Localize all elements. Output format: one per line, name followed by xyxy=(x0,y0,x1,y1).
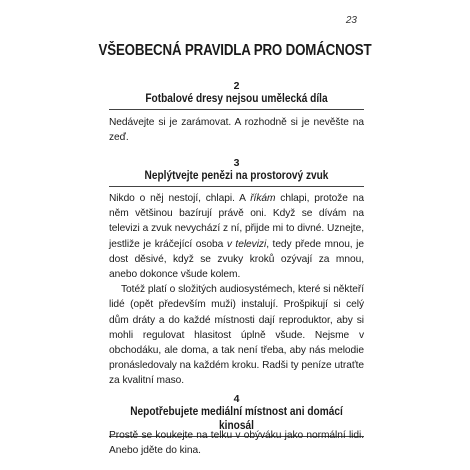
section-heading: Fotbalové dresy nejsou umělecká díla xyxy=(145,93,328,105)
paragraph xyxy=(109,191,364,282)
paragraph-text: chlapi, protože na něm většinou bazírují právě oni. Když se dívám na televizi a zvuk nevychází z ní, přijde mi to divné. Uznejte, jestliže je kráčející osoba xyxy=(109,193,364,250)
page-title: VŠEOBECNÁ PRAVIDLA PRO DOMÁCNOST xyxy=(98,42,372,59)
paragraph: Nedávejte si je zarámovat. A rozhodně si je nevěšte na zeď. xyxy=(109,117,364,144)
paragraph: Totéž platí o složitých audiosystémech, které si někteří lidé (opět především muži) instalují. Prošpikují si celý dům dráty a do každé místnosti dají reproduktor, aby si mohli regulovat hlasitost úplně všude. Nejsme v obchodáku, ale doma, a tak není třeba, aby nás melodie pronásledovaly na každém kroku. Radši ty peníze utraťte za kvalitní maso. xyxy=(109,284,364,387)
section-number: 2 xyxy=(233,80,240,92)
paragraph-text: Nikdo o něj nestojí, chlapi. A xyxy=(109,193,251,204)
paragraph: Prostě se koukejte na telku v obýváku jako normální lidi. Anebo jděte do kina. xyxy=(109,430,364,457)
section-number: 3 xyxy=(233,157,240,169)
emphasis-text: v televizi xyxy=(226,238,267,250)
section-divider xyxy=(109,109,364,110)
section-divider xyxy=(109,186,364,187)
emphasis-text: říkám xyxy=(250,193,276,204)
paragraph-text: , tedy přede mnou, je dost děsivé, když se zvuky kroků ozývají za mnou, anebo dokonce všude kolem. xyxy=(109,238,364,281)
section-3 xyxy=(109,157,364,187)
section-heading: Nepotřebujete mediální místnost ani domácí kinosál xyxy=(130,406,343,432)
section-2 xyxy=(109,80,364,110)
section-4-body xyxy=(109,428,364,458)
section-3-body xyxy=(109,191,364,389)
section-number: 4 xyxy=(233,393,240,405)
section-2-body xyxy=(109,115,364,145)
section-heading: Neplýtvejte penězi na prostorový zvuk xyxy=(144,170,329,182)
page-number: 23 xyxy=(345,15,357,26)
